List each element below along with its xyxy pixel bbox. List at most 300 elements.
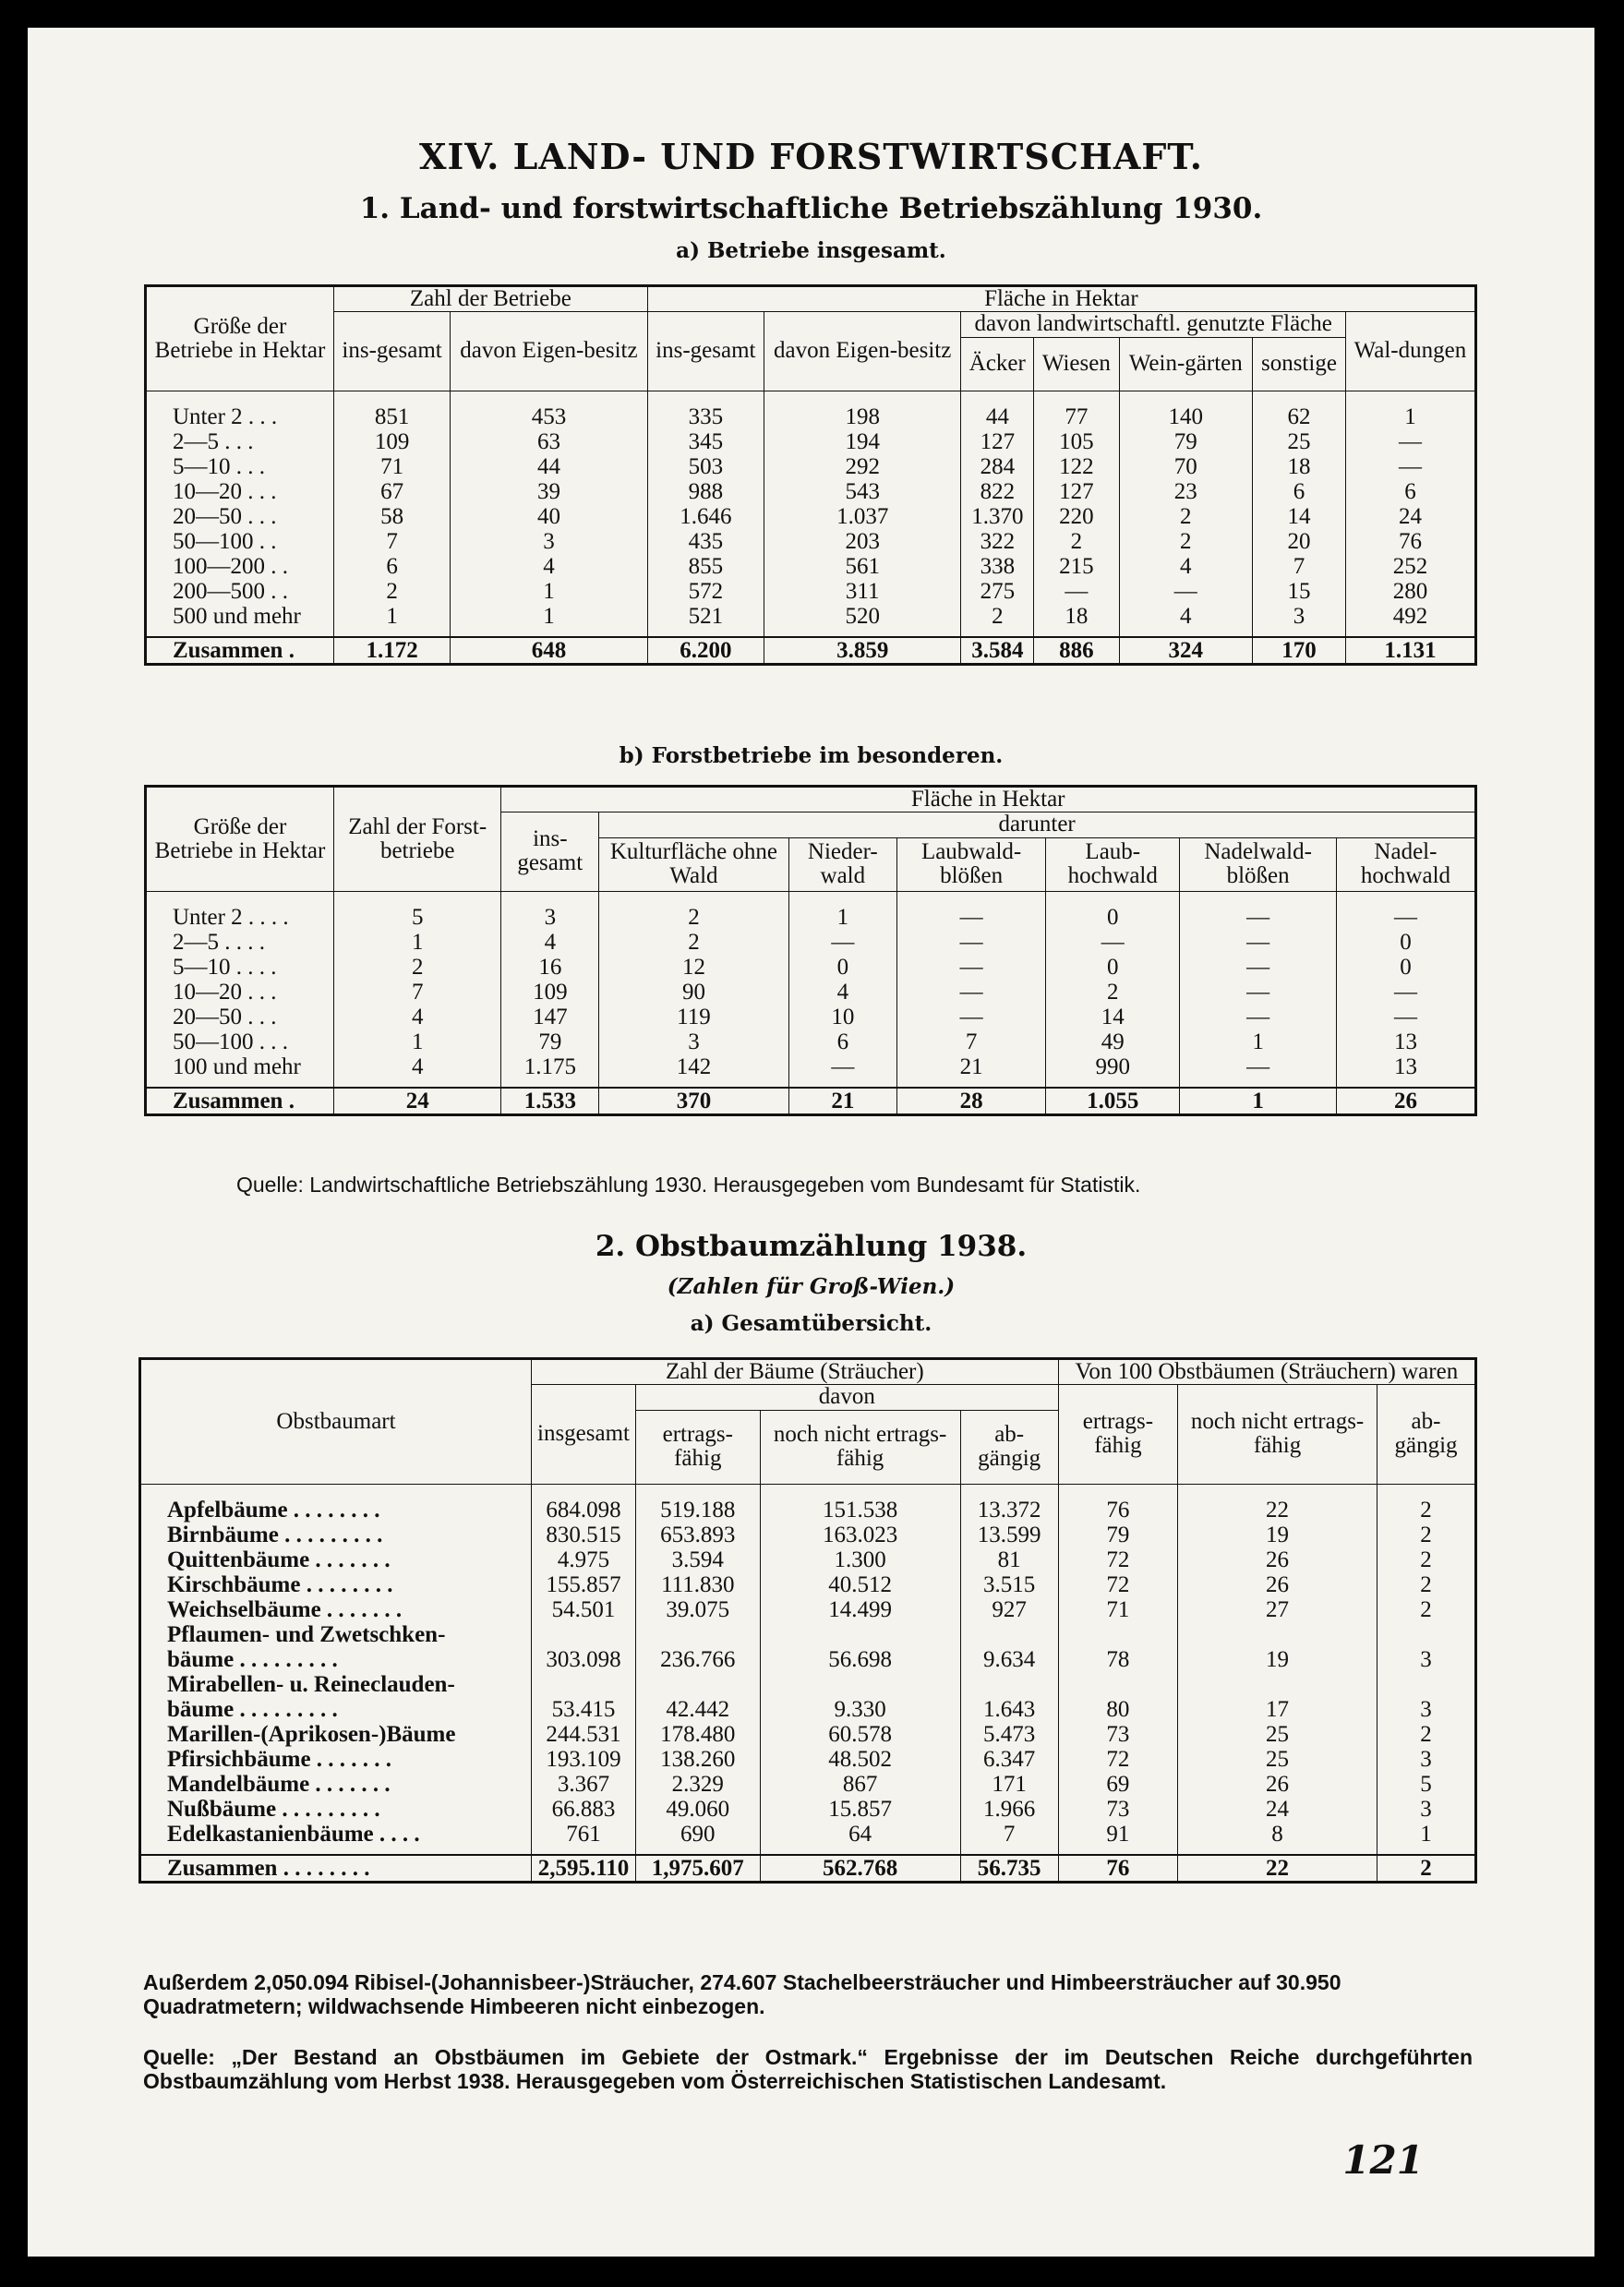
cell-value: —: [1336, 980, 1475, 1005]
cell-value: 2: [1119, 529, 1252, 554]
cell-value: 71: [1058, 1597, 1177, 1622]
cell-value: 1: [451, 604, 648, 637]
cell-value: 76: [1345, 529, 1475, 554]
cell-value: 3: [451, 529, 648, 554]
cell-value: 690: [636, 1822, 761, 1855]
cell-value: 79: [1058, 1523, 1177, 1547]
cell-value: 830.515: [532, 1523, 636, 1547]
table-row: [140, 1697, 1476, 1722]
total-value: 562.768: [760, 1855, 960, 1883]
cell-value: 503: [647, 454, 764, 479]
cell-value: —: [897, 930, 1046, 955]
cell-value: 13.599: [960, 1523, 1058, 1547]
row-label: 50—100 . . .: [146, 1029, 334, 1054]
cell-value: 338: [961, 554, 1034, 579]
table-row: [140, 1797, 1476, 1822]
total-value: 3.859: [764, 637, 961, 665]
cell-value: 15.857: [760, 1797, 960, 1822]
cell-value: 194: [764, 429, 961, 454]
cell-value: —: [897, 955, 1046, 980]
row-label: Marillen-(Aprikosen-)Bäume: [140, 1722, 532, 1747]
cell-value: [1058, 1622, 1177, 1647]
cell-value: [636, 1672, 761, 1697]
table-row: [146, 1054, 1476, 1088]
total-value: 22: [1178, 1855, 1377, 1883]
cell-value: 90: [599, 980, 788, 1005]
cell-value: 27: [1178, 1597, 1377, 1622]
cell-value: 453: [451, 391, 648, 429]
cell-value: 40.512: [760, 1572, 960, 1597]
cell-value: —: [1180, 980, 1337, 1005]
cell-value: 561: [764, 554, 961, 579]
cell-value: 105: [1034, 429, 1119, 454]
row-label: 100 und mehr: [146, 1054, 334, 1088]
section2-title: 2. Obstbaumzählung 1938.: [595, 1230, 1028, 1263]
cell-value: 9.330: [760, 1697, 960, 1722]
cell-value: 2: [1377, 1547, 1476, 1572]
cell-value: 138.260: [636, 1747, 761, 1772]
table-row: [140, 1547, 1476, 1572]
cell-value: 78: [1058, 1647, 1177, 1672]
table-row: [140, 1523, 1476, 1547]
cell-value: 14: [1253, 504, 1346, 529]
cell-value: 71: [334, 454, 451, 479]
cell-value: [636, 1622, 761, 1647]
total-value: 56.735: [960, 1855, 1058, 1883]
cell-value: 220: [1034, 504, 1119, 529]
table-row: [146, 955, 1476, 980]
source-1: Quelle: Landwirtschaftliche Betriebszählung 1930. Herausgegeben vom Bundesamt für Statistik.: [236, 1173, 1141, 1197]
col-acker: Äcker: [961, 337, 1034, 391]
table-row: [146, 454, 1476, 479]
cell-value: 127: [1034, 479, 1119, 504]
total-value: 6.200: [647, 637, 764, 665]
cell-value: 77: [1034, 391, 1119, 429]
cell-value: 4: [788, 980, 896, 1005]
cell-value: 62: [1253, 391, 1346, 429]
cell-value: 76: [1058, 1484, 1177, 1523]
cell-value: [1178, 1622, 1377, 1647]
row-label: 100—200 . .: [146, 554, 334, 579]
cell-value: 1.646: [647, 504, 764, 529]
cell-value: 20: [1253, 529, 1346, 554]
row-label: Pflaumen- und Zwetschken-: [140, 1622, 532, 1647]
cell-value: 3.367: [532, 1772, 636, 1797]
cell-value: 3: [1377, 1697, 1476, 1722]
cell-value: 60.578: [760, 1722, 960, 1747]
cell-value: 4: [451, 554, 648, 579]
cell-value: 3: [1377, 1747, 1476, 1772]
cell-value: 64: [760, 1822, 960, 1855]
cell-value: [1178, 1672, 1377, 1697]
cell-value: 54.501: [532, 1597, 636, 1622]
cell-value: 0: [1046, 955, 1180, 980]
cell-value: 7: [897, 1029, 1046, 1054]
cell-value: 48.502: [760, 1747, 960, 1772]
col-darunter: darunter: [599, 812, 1476, 837]
table-b-body: [146, 891, 1476, 1114]
total-value: 2: [1377, 1855, 1476, 1883]
cell-value: —: [1180, 1005, 1337, 1029]
cell-value: 1.175: [501, 1054, 599, 1088]
total-value: 24: [334, 1088, 501, 1115]
cell-value: 284: [961, 454, 1034, 479]
cell-value: 292: [764, 454, 961, 479]
col-waldungen: Wal-dungen: [1345, 312, 1475, 391]
cell-value: 63: [451, 429, 648, 454]
row-label: bäume . . . . . . . . .: [140, 1647, 532, 1672]
table-obstbaeume: [138, 1357, 1477, 1884]
cell-value: 2.329: [636, 1772, 761, 1797]
cell-value: —: [1180, 891, 1337, 930]
total-label: Zusammen . . . . . . . .: [140, 1855, 532, 1883]
total-value: 1,975.607: [636, 1855, 761, 1883]
cell-value: 855: [647, 554, 764, 579]
cell-value: [532, 1622, 636, 1647]
total-value: 1.172: [334, 637, 451, 665]
cell-value: 24: [1178, 1797, 1377, 1822]
cell-value: 3: [1253, 604, 1346, 637]
table-row: [140, 1722, 1476, 1747]
cell-value: 6: [1253, 479, 1346, 504]
cell-value: 236.766: [636, 1647, 761, 1672]
col-nadelhochwald: Nadel-hochwald: [1336, 837, 1475, 891]
total-value: 26: [1336, 1088, 1475, 1115]
cell-value: [1058, 1672, 1177, 1697]
col-ertragsfaehig: ertrags-fähig: [636, 1410, 761, 1484]
col-davon: davon: [636, 1385, 1059, 1410]
cell-value: 23: [1119, 479, 1252, 504]
cell-value: 521: [647, 604, 764, 637]
cell-value: —: [1180, 930, 1337, 955]
total-value: 76: [1058, 1855, 1177, 1883]
row-label: 10—20 . . .: [146, 980, 334, 1005]
cell-value: —: [1345, 429, 1475, 454]
table-row: [146, 529, 1476, 554]
cell-value: 6: [788, 1029, 896, 1054]
cell-value: 3.594: [636, 1547, 761, 1572]
row-label: Nußbäume . . . . . . . . .: [140, 1797, 532, 1822]
cell-value: —: [1180, 955, 1337, 980]
col-pct-ertrag: ertrags-fähig: [1058, 1385, 1177, 1484]
cell-value: 520: [764, 604, 961, 637]
cell-value: 6: [1345, 479, 1475, 504]
row-label: 5—10 . . .: [146, 454, 334, 479]
cell-value: 109: [334, 429, 451, 454]
cell-value: 275: [961, 579, 1034, 604]
total-row: [146, 1088, 1476, 1115]
cell-value: 58: [334, 504, 451, 529]
cell-value: 17: [1178, 1697, 1377, 1722]
cell-value: 193.109: [532, 1747, 636, 1772]
table-a-body: [146, 391, 1476, 664]
row-label: 20—50 . . .: [146, 1005, 334, 1029]
cell-value: 142: [599, 1054, 788, 1088]
row-label: Quittenbäume . . . . . . .: [140, 1547, 532, 1572]
cell-value: 151.538: [760, 1484, 960, 1523]
row-label: Edelkastanienbäume . . . .: [140, 1822, 532, 1855]
cell-value: 147: [501, 1005, 599, 1029]
cell-value: 127: [961, 429, 1034, 454]
col-sonstige: sonstige: [1253, 337, 1346, 391]
table-row: [146, 604, 1476, 637]
table-row: [140, 1747, 1476, 1772]
col-laubwaldbloessen: Laubwald-blößen: [897, 837, 1046, 891]
cell-value: 26: [1178, 1572, 1377, 1597]
table-row: [146, 579, 1476, 604]
col-kulturflaeche: Kulturfläche ohne Wald: [599, 837, 788, 891]
chapter-title: XIV. LAND- UND FORSTWIRTSCHAFT.: [419, 136, 1203, 177]
col-obstbaumart: Obstbaumart: [140, 1359, 532, 1485]
table-row: [146, 504, 1476, 529]
cell-value: 4: [334, 1005, 501, 1029]
cell-value: 73: [1058, 1797, 1177, 1822]
cell-value: 44: [961, 391, 1034, 429]
cell-value: [760, 1622, 960, 1647]
cell-value: 2: [334, 955, 501, 980]
cell-value: 19: [1178, 1523, 1377, 1547]
col-insgesamt: insgesamt: [532, 1385, 636, 1484]
cell-value: 26: [1178, 1547, 1377, 1572]
cell-value: 335: [647, 391, 764, 429]
cell-value: 39.075: [636, 1597, 761, 1622]
cell-value: 2: [334, 579, 451, 604]
table-row: [140, 1597, 1476, 1622]
col-nochnicht: noch nicht ertrags-fähig: [760, 1410, 960, 1484]
total-label: Zusammen .: [146, 637, 334, 665]
col-farm-group: davon landwirtschaftl. genutzte Fläche: [961, 312, 1345, 337]
col-pct-nochnicht: noch nicht ertrags-fähig: [1178, 1385, 1377, 1484]
cell-value: 2: [961, 604, 1034, 637]
cell-value: 18: [1253, 454, 1346, 479]
table-row: [146, 891, 1476, 930]
table-row: [140, 1484, 1476, 1523]
cell-value: 25: [1178, 1722, 1377, 1747]
cell-value: 56.698: [760, 1647, 960, 1672]
row-label: Weichselbäume . . . . . . .: [140, 1597, 532, 1622]
total-value: 886: [1034, 637, 1119, 665]
total-value: 3.584: [961, 637, 1034, 665]
cell-value: 492: [1345, 604, 1475, 637]
cell-value: 215: [1034, 554, 1119, 579]
cell-value: 2: [1377, 1722, 1476, 1747]
table-row: [146, 980, 1476, 1005]
col-area-insgesamt: ins-gesamt: [647, 312, 764, 391]
col-wiesen: Wiesen: [1034, 337, 1119, 391]
cell-value: 3: [599, 1029, 788, 1054]
cell-value: 13.372: [960, 1484, 1058, 1523]
table-row: [140, 1572, 1476, 1597]
cell-value: 4: [1119, 554, 1252, 579]
cell-value: —: [897, 891, 1046, 930]
cell-value: 155.857: [532, 1572, 636, 1597]
total-value: 370: [599, 1088, 788, 1115]
table-betriebe-insgesamt: [144, 284, 1477, 666]
cell-value: 1: [788, 891, 896, 930]
cell-value: 311: [764, 579, 961, 604]
cell-value: 203: [764, 529, 961, 554]
cell-value: 244.531: [532, 1722, 636, 1747]
cell-value: 66.883: [532, 1797, 636, 1822]
cell-value: 14: [1046, 1005, 1180, 1029]
row-label: 5—10 . . . .: [146, 955, 334, 980]
cell-value: —: [897, 980, 1046, 1005]
total-value: 170: [1253, 637, 1346, 665]
total-value: 1.131: [1345, 637, 1475, 665]
cell-value: —: [1345, 454, 1475, 479]
cell-value: 1: [334, 604, 451, 637]
col-niederwald: Nieder-wald: [788, 837, 896, 891]
cell-value: 21: [897, 1054, 1046, 1088]
cell-value: 9.634: [960, 1647, 1058, 1672]
cell-value: 6: [334, 554, 451, 579]
col-count-group: Zahl der Bäume (Sträucher): [532, 1359, 1059, 1385]
row-label: 10—20 . . .: [146, 479, 334, 504]
cell-value: —: [788, 1054, 896, 1088]
page: [28, 28, 1594, 2257]
col-area-group: Fläche in Hektar: [647, 286, 1475, 312]
cell-value: 4: [1119, 604, 1252, 637]
cell-value: 1: [334, 1029, 501, 1054]
cell-value: 572: [647, 579, 764, 604]
cell-value: 1: [451, 579, 648, 604]
col-forst-count: Zahl der Forst-betriebe: [334, 787, 501, 892]
total-value: 1.055: [1046, 1088, 1180, 1115]
row-label: Kirschbäume . . . . . . . .: [140, 1572, 532, 1597]
page-number: 121: [1342, 2137, 1424, 2183]
cell-value: 3.515: [960, 1572, 1058, 1597]
table-row: [146, 429, 1476, 454]
cell-value: [760, 1672, 960, 1697]
cell-value: 39: [451, 479, 648, 504]
total-value: 324: [1119, 637, 1252, 665]
table-row: [146, 1005, 1476, 1029]
cell-value: 1.966: [960, 1797, 1058, 1822]
col-weingarten: Wein-gärten: [1119, 337, 1252, 391]
cell-value: 2: [1046, 980, 1180, 1005]
cell-value: —: [1119, 579, 1252, 604]
cell-value: 851: [334, 391, 451, 429]
cell-value: —: [897, 1005, 1046, 1029]
cell-value: 198: [764, 391, 961, 429]
section1-title: 1. Land- und forstwirtschaftliche Betriebszählung 1930.: [359, 192, 1263, 225]
cell-value: 684.098: [532, 1484, 636, 1523]
cell-value: 435: [647, 529, 764, 554]
cell-value: 91: [1058, 1822, 1177, 1855]
cell-value: 822: [961, 479, 1034, 504]
cell-value: 13: [1336, 1029, 1475, 1054]
table-a-title: a) Betriebe insgesamt.: [676, 238, 946, 263]
cell-value: 7: [960, 1822, 1058, 1855]
cell-value: 1: [334, 930, 501, 955]
cell-value: 49.060: [636, 1797, 761, 1822]
cell-value: 44: [451, 454, 648, 479]
cell-value: 40: [451, 504, 648, 529]
col-laubhochwald: Laub-hochwald: [1046, 837, 1180, 891]
table-row: [146, 930, 1476, 955]
cell-value: 345: [647, 429, 764, 454]
cell-value: 0: [1336, 930, 1475, 955]
row-label: 500 und mehr: [146, 604, 334, 637]
table-row: [146, 479, 1476, 504]
table-b-title: b) Forstbetriebe im besonderen.: [619, 743, 1004, 768]
total-row: [140, 1855, 1476, 1883]
cell-value: 42.442: [636, 1697, 761, 1722]
cell-value: 3: [1377, 1797, 1476, 1822]
row-label: Birnbäume . . . . . . . . .: [140, 1523, 532, 1547]
col-area-eigenbesitz: davon Eigen-besitz: [764, 312, 961, 391]
row-label: 2—5 . . .: [146, 429, 334, 454]
cell-value: 122: [1034, 454, 1119, 479]
table-c-title: a) Gesamtübersicht.: [690, 1311, 932, 1336]
cell-value: 2: [599, 930, 788, 955]
cell-value: 18: [1034, 604, 1119, 637]
total-value: 21: [788, 1088, 896, 1115]
row-label: Apfelbäume . . . . . . . .: [140, 1484, 532, 1523]
cell-value: 7: [1253, 554, 1346, 579]
cell-value: 2: [1377, 1572, 1476, 1597]
col-count-group: Zahl der Betriebe: [334, 286, 648, 312]
col-area-group: Fläche in Hektar: [501, 787, 1476, 812]
cell-value: 79: [1119, 429, 1252, 454]
cell-value: 0: [1336, 955, 1475, 980]
note: Außerdem 2,050.094 Ribisel-(Johannisbeer-)Sträucher, 274.607 Stachelbeersträucher und Himbeersträucher auf 30.950 Quadratmetern; wildwachsende Himbeeren nicht einbezogen.: [143, 1970, 1341, 2019]
table-row: [146, 1029, 1476, 1054]
cell-value: 15: [1253, 579, 1346, 604]
cell-value: 163.023: [760, 1523, 960, 1547]
cell-value: 2: [599, 891, 788, 930]
cell-value: [532, 1672, 636, 1697]
row-label: 2—5 . . . .: [146, 930, 334, 955]
cell-value: 178.480: [636, 1722, 761, 1747]
cell-value: 10: [788, 1005, 896, 1029]
cell-value: 322: [961, 529, 1034, 554]
row-label: 20—50 . . .: [146, 504, 334, 529]
row-label: Pfirsichbäume . . . . . . .: [140, 1747, 532, 1772]
cell-value: 4: [334, 1054, 501, 1088]
cell-value: 543: [764, 479, 961, 504]
row-label: Unter 2 . . . .: [146, 891, 334, 930]
total-value: 1.533: [501, 1088, 599, 1115]
cell-value: —: [1180, 1054, 1337, 1088]
table-row: [146, 391, 1476, 429]
row-label: 50—100 . .: [146, 529, 334, 554]
cell-value: 70: [1119, 454, 1252, 479]
total-value: 2,595.110: [532, 1855, 636, 1883]
col-pct-abgaengig: ab-gängig: [1377, 1385, 1476, 1484]
table-row: [140, 1647, 1476, 1672]
row-label: 200—500 . .: [146, 579, 334, 604]
section2-subtitle: (Zahlen für Groß-Wien.): [667, 1274, 956, 1299]
row-label: Mirabellen- u. Reineclauden-: [140, 1672, 532, 1697]
cell-value: 4: [501, 930, 599, 955]
cell-value: 7: [334, 529, 451, 554]
cell-value: 2: [1377, 1484, 1476, 1523]
cell-value: 988: [647, 479, 764, 504]
cell-value: 2: [1034, 529, 1119, 554]
table-forstbetriebe: [144, 785, 1477, 1116]
cell-value: 16: [501, 955, 599, 980]
cell-value: 1: [1180, 1029, 1337, 1054]
cell-value: 53.415: [532, 1697, 636, 1722]
col-abgaengig: ab-gängig: [960, 1410, 1058, 1484]
total-value: 1: [1180, 1088, 1337, 1115]
cell-value: —: [788, 930, 896, 955]
cell-value: 22: [1178, 1484, 1377, 1523]
source-2: Quelle: „Der Bestand an Obstbäumen im Gebiete der Ostmark.“ Ergebnisse der im Deutschen Reiche durchgeführten Obstbaumzählung vom Herbst 1938. Herausgegeben vom Österreichischen Statistischen Landesamt.: [143, 2045, 1473, 2094]
total-row: [146, 637, 1476, 665]
cell-value: 5.473: [960, 1722, 1058, 1747]
